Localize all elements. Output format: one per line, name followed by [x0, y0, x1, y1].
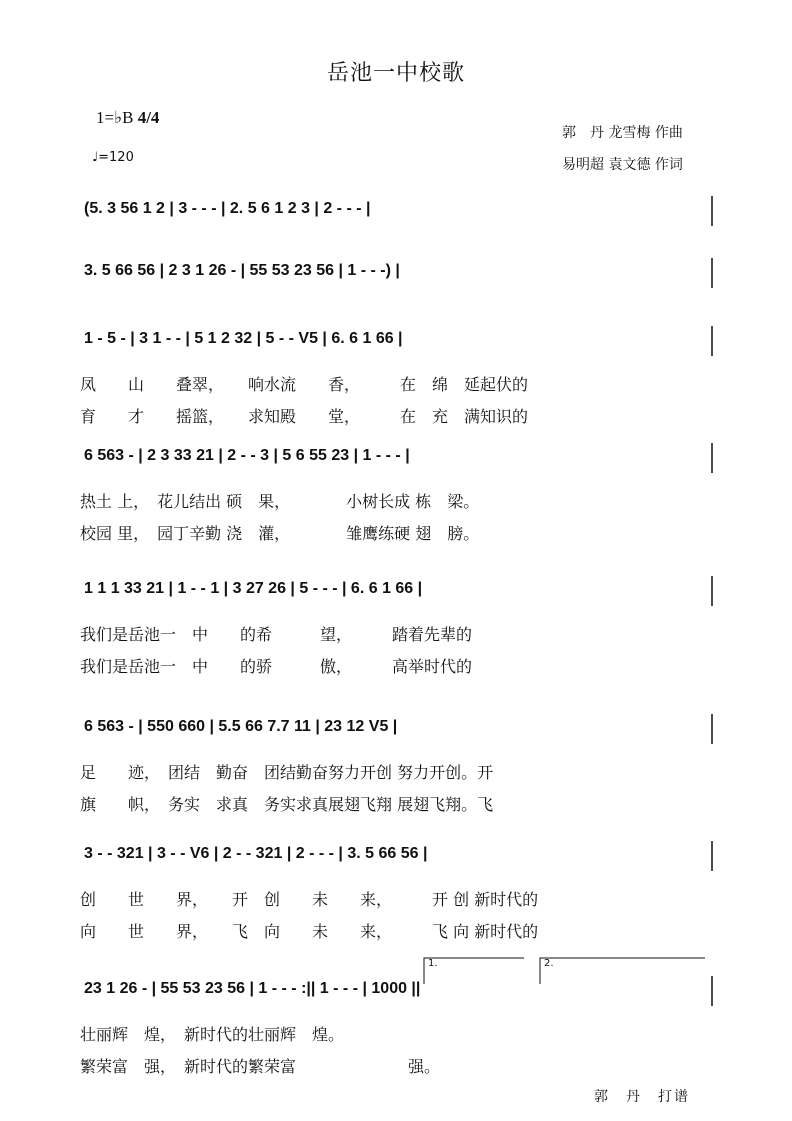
- lyric-line: 壮丽辉 煌， 新时代的壮丽辉 煌。: [80, 1025, 345, 1044]
- volta-label: 1.: [428, 958, 438, 969]
- notation-line: 6 563 - | 2 3 33 21 | 2 - - 3 | 5 6 55 23 | 1 - - - |: [84, 447, 410, 464]
- lyric-line: 我们是岳池一 中 的希 望， 踏着先辈的: [80, 625, 473, 644]
- lyric-line: 凤 山 叠翠， 响水流 香， 在 绵 延起伏的: [80, 375, 529, 394]
- lyric-line: 旗 帜， 务实 求真 务实求真展翅飞翔 展翅飞翔。飞: [80, 795, 494, 814]
- lyric-line: 热土 上， 花儿结出 硕 果， 小树长成 栋 梁。: [80, 492, 480, 511]
- transcriber-credit: 郭 丹 打谱: [594, 1089, 690, 1105]
- lyric-line: 向 世 界， 飞 向 未 来， 飞 向 新时代的: [80, 922, 539, 941]
- lyric-line: 创 世 界， 开 创 未 来， 开 创 新时代的: [80, 890, 539, 909]
- lyric-line: 校园 里， 园丁辛勤 浇 灌， 雏鹰练硬 翅 膀。: [80, 524, 480, 543]
- key-label: 1=♭B: [96, 108, 134, 127]
- notation-line: 1 1 1 33 21 | 1 - - 1 | 3 27 26 | 5 - - - | 6. 6 1 66 |: [84, 580, 423, 597]
- lyric-line: 育 才 摇篮， 求知殿 堂， 在 充 满知识的: [80, 407, 529, 426]
- notation-line: 6 563 - | 550 660 | 5.5 66 7.7 11 | 23 12 V5 |: [84, 718, 398, 735]
- lyric-line: 繁荣富 强， 新时代的繁荣富 强。: [80, 1057, 441, 1076]
- notation-line: 23 1 26 - | 55 53 23 56 | 1 - - - :|| 1 - - - | 1000 ||: [84, 980, 421, 997]
- notation-line: 3 - - 321 | 3 - - V6 | 2 - - 321 | 2 - - - | 3. 5 66 56 |: [84, 845, 428, 862]
- composer-credit: 郭 丹 龙雪梅 作曲: [562, 125, 683, 141]
- volta-bracket: [540, 958, 705, 984]
- page-title: 岳池一中校歌: [326, 61, 465, 86]
- volta-bracket: [424, 958, 524, 984]
- volta-label: 2.: [544, 958, 554, 969]
- notation-line: 3. 5 66 56 | 2 3 1 26 - | 55 53 23 56 | 1 - - -) |: [84, 262, 400, 279]
- tempo-marking: ♩=120: [92, 150, 134, 165]
- lyric-line: 足 迹， 团结 勤奋 团结勤奋努力开创 努力开创。开: [80, 763, 494, 782]
- notation-line: (5. 3 56 1 2 | 3 - - - | 2. 5 6 1 2 3 | 2 - - - |: [84, 200, 371, 217]
- notation-line: 1 - 5 - | 3 1 - - | 5 1 2 32 | 5 - - V5 | 6. 6 1 66 |: [84, 330, 403, 347]
- lyricist-credit: 易明超 袁文德 作词: [562, 157, 683, 173]
- time-signature: 4/4: [137, 108, 160, 127]
- lyric-line: 我们是岳池一 中 的骄 傲， 高举时代的: [80, 657, 473, 676]
